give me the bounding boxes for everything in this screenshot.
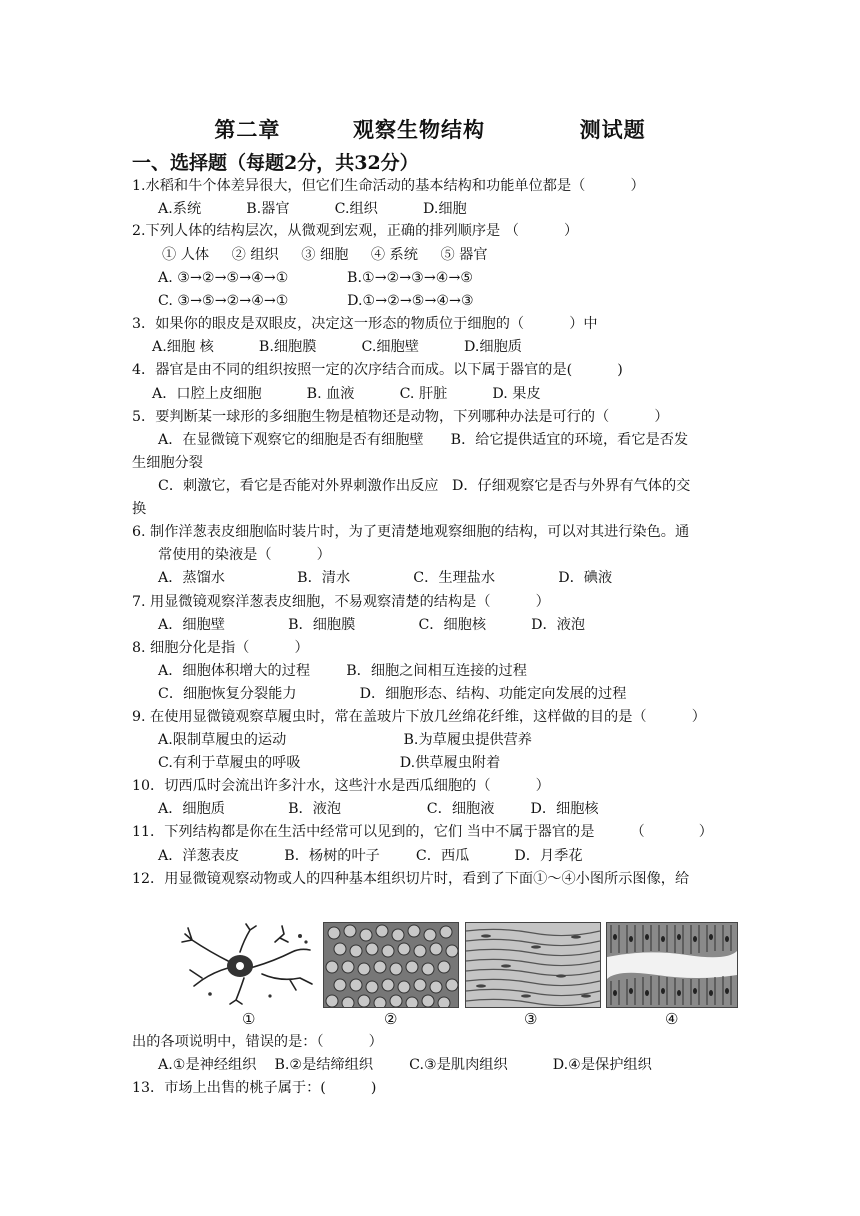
question-3-options: A.细胞 核 B.细胞膜 C.细胞壁 D.细胞质 xyxy=(152,339,522,355)
title-chapter: 第二章 xyxy=(214,117,281,142)
question-8-options-cd: C．细胞恢复分裂能力 D．细胞形态、结构、功能定向发展的过程 xyxy=(158,686,627,702)
question-12-options: A.①是神经组织 B.②是结缔组织 C.③是肌肉组织 D.④是保护组织 xyxy=(158,1057,652,1073)
tissue-image-connective xyxy=(323,922,459,1008)
question-10: 10．切西瓜时会流出许多汁水，这些汁水是西瓜细胞的（ ） xyxy=(132,778,550,794)
question-9-options-cd: C.有利于草履虫的呼吸 D.供草履虫附着 xyxy=(158,755,501,771)
question-5: 5．要判断某一球形的多细胞生物是植物还是动物，下列哪种办法是可行的（ ） xyxy=(132,409,669,425)
question-10-options: A．细胞质 B．液泡 C．细胞液 D．细胞核 xyxy=(158,801,599,817)
tissue-image-epithelial xyxy=(606,922,738,1008)
question-8-options-ab: A．细胞体积增大的过程 B．细胞之间相互连接的过程 xyxy=(158,663,527,679)
question-4-options: A．口腔上皮细胞 B. 血液 C. 肝脏 D. 果皮 xyxy=(152,386,541,402)
question-12-cont: 出的各项说明中，错误的是：（ ） xyxy=(132,1034,383,1050)
question-11-options: A．洋葱表皮 B．杨树的叶子 C．西瓜 D．月季花 xyxy=(158,848,583,864)
question-1-options: A.系统 B.器官 C.组织 D.细胞 xyxy=(158,201,467,217)
question-7-options: A．细胞壁 B．细胞膜 C．细胞核 D．液泡 xyxy=(158,617,586,633)
figure-label-3: ③ xyxy=(524,1010,538,1028)
question-1: 1.水稻和牛个体差异很大，但它们生命活动的基本结构和功能单位都是（ ） xyxy=(132,178,645,194)
question-5-options-cd-cont: 换 xyxy=(132,501,147,517)
question-7: 7. 用显微镜观察洋葱表皮细胞，不易观察清楚的结构是（ ） xyxy=(132,594,550,610)
question-6: 6. 制作洋葱表皮细胞临时装片时，为了更清楚地观察细胞的结构，可以对其进行染色。通 xyxy=(132,524,690,540)
question-5-options-ab-cont: 生细胞分裂 xyxy=(132,455,203,471)
title-topic: 观察生物结构 xyxy=(353,117,485,142)
tissue-image-muscle xyxy=(465,922,601,1008)
figure-label-4: ④ xyxy=(665,1010,679,1028)
section-heading: 一、选择题（每题2分，共32分） xyxy=(132,152,419,174)
figure-label-1: ① xyxy=(242,1010,256,1028)
page-title xyxy=(0,114,860,144)
question-9: 9. 在使用显微镜观察草履虫时，常在盖玻片下放几丝绵花纤维，这样做的目的是（ ） xyxy=(132,709,706,725)
title-test: 测试题 xyxy=(579,117,646,142)
question-9-options-ab: A.限制草履虫的运动 B.为草履虫提供营养 xyxy=(158,732,532,748)
question-13: 13．市场上出售的桃子属于：( ) xyxy=(132,1080,377,1096)
figure-label-2: ② xyxy=(384,1010,398,1028)
question-6-options: A．蒸馏水 B．清水 C．生理盐水 D．碘液 xyxy=(158,570,613,586)
question-2-items: ① 人体 ② 组织 ③ 细胞 ④ 系统 ⑤ 器官 xyxy=(162,247,488,263)
question-8: 8. 细胞分化是指（ ） xyxy=(132,640,309,656)
question-6-cont: 常使用的染液是（ ） xyxy=(158,547,331,563)
question-11: 11．下列结构都是你在生活中经常可以见到的，它们 当中不属于器官的是 （ ） xyxy=(132,824,713,840)
tissue-image-nerve xyxy=(180,922,318,1006)
question-3: 3．如果你的眼皮是双眼皮，决定这一形态的物质位于细胞的（ ）中 xyxy=(132,316,598,332)
question-2-options-ab: A. ③→②→⑤→④→① B.①→②→③→④→⑤ xyxy=(158,270,474,286)
question-5-options-ab: A．在显微镜下观察它的细胞是否有细胞壁 B．给它提供适宜的环境，看它是否发 xyxy=(158,432,689,448)
question-12: 12．用显微镜观察动物或人的四种基本组织切片时，看到了下面①～④小图所示图像，给 xyxy=(132,871,690,887)
question-5-options-cd: C．刺激它，看它是否能对外界刺激作出反应 D．仔细观察它是否与外界有气体的交 xyxy=(158,478,691,494)
question-2-options-cd: C. ③→⑤→②→④→① D.①→②→⑤→④→③ xyxy=(158,293,474,309)
question-4: 4．器官是由不同的组织按照一定的次序结合而成。以下属于器官的是( ) xyxy=(132,362,623,378)
question-2: 2.下列人体的结构层次，从微观到宏观，正确的排列顺序是 （ ） xyxy=(132,223,579,239)
